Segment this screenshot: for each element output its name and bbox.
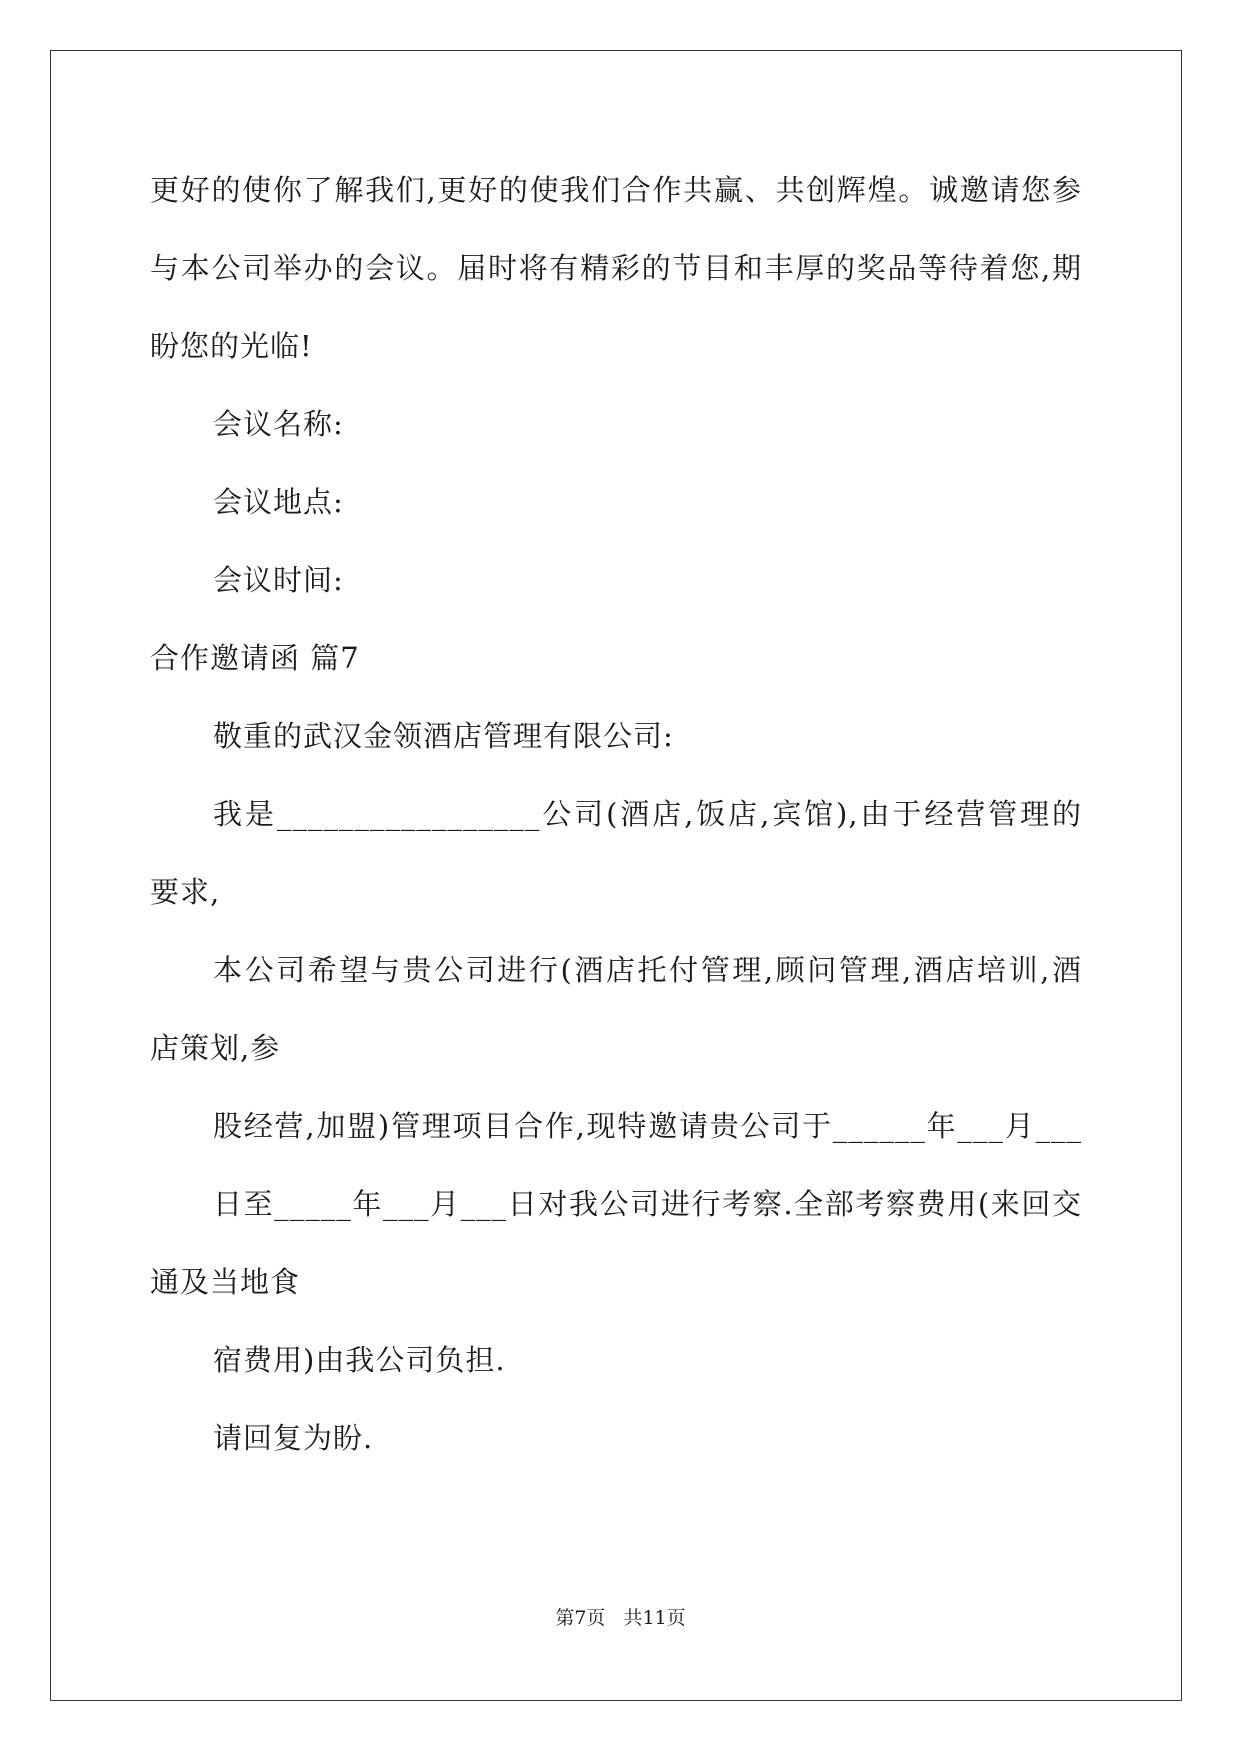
salutation: 敬重的武汉金领酒店管理有限公司: xyxy=(213,719,674,753)
closing-line: 请回复为盼. xyxy=(213,1421,374,1455)
paragraph-line: 要求, xyxy=(150,875,221,909)
paragraph-line: 股经营,加盟)管理项目合作,现特邀请贵公司于______年___月___ xyxy=(213,1109,1082,1143)
paragraph-line: 日至_____年___月___日对我公司进行考察.全部考察费用(来回交 xyxy=(213,1187,1082,1221)
meeting-time-label: 会议时间: xyxy=(213,563,344,597)
meeting-name-label: 会议名称: xyxy=(213,407,344,441)
paragraph-line: 店策划,参 xyxy=(150,1031,281,1065)
paragraph-line: 本公司希望与贵公司进行(酒店托付管理,顾问管理,酒店培训,酒 xyxy=(213,953,1082,987)
section-heading: 合作邀请函 篇7 xyxy=(150,641,360,675)
paragraph-line: 宿费用)由我公司负担. xyxy=(213,1343,506,1377)
page-total: 共11页 xyxy=(623,1607,686,1629)
paragraph-line: 盼您的光临! xyxy=(150,329,313,363)
meeting-location-label: 会议地点: xyxy=(213,485,344,519)
page-footer xyxy=(0,1606,1241,1630)
page-number: 第7页 xyxy=(555,1607,606,1629)
paragraph-line: 更好的使你了解我们,更好的使我们合作共赢、共创辉煌。诚邀请您参 xyxy=(150,173,1082,207)
paragraph-line: 与本公司举办的会议。届时将有精彩的节目和丰厚的奖品等待着您,期 xyxy=(150,251,1082,285)
paragraph-line: 我是_________________公司(酒店,饭店,宾馆),由于经营管理的 xyxy=(213,797,1082,831)
paragraph-line: 通及当地食 xyxy=(150,1265,301,1299)
